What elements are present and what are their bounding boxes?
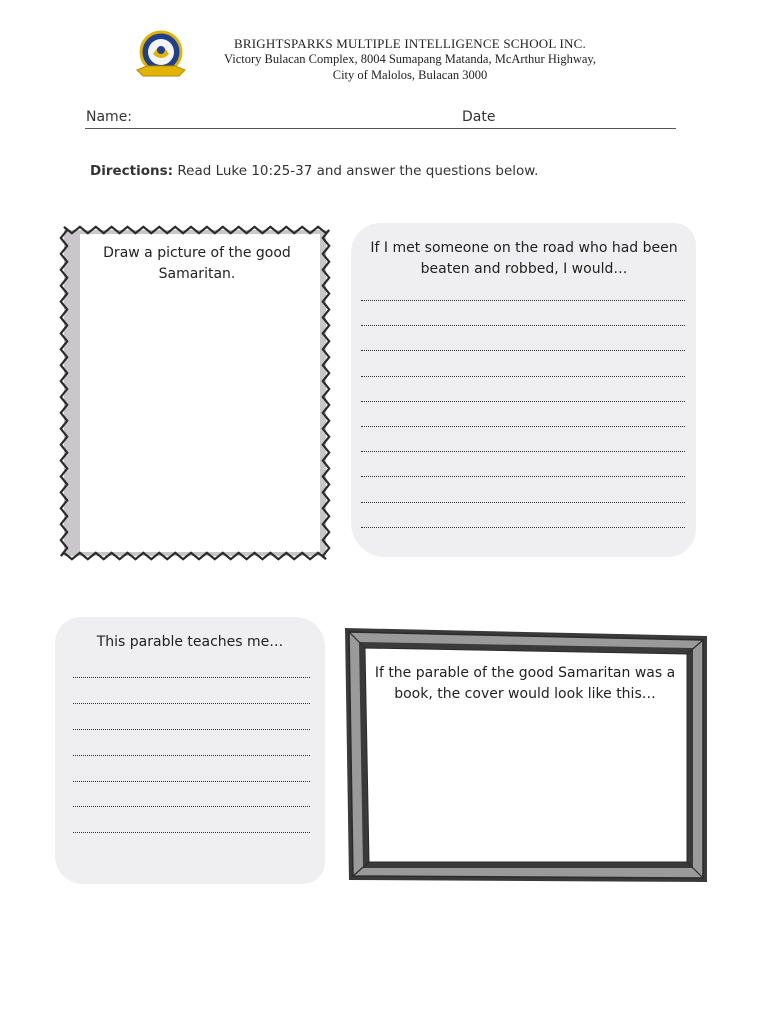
name-label: Name:: [86, 109, 133, 125]
answer-line[interactable]: [73, 832, 310, 833]
answer-line[interactable]: [73, 729, 310, 730]
answer-line[interactable]: [361, 476, 685, 477]
school-name: BRIGHTSPARKS MULTIPLE INTELLIGENCE SCHOOL INC.: [234, 36, 586, 51]
answer-line[interactable]: [73, 806, 310, 807]
directions-label: Directions:: [90, 163, 174, 179]
answer-line[interactable]: [361, 325, 685, 326]
answer-line[interactable]: [361, 401, 685, 402]
school-address-line2: City of Malolos, Bulacan 3000: [332, 68, 488, 82]
answer-line[interactable]: [361, 376, 685, 377]
answer-line[interactable]: [361, 527, 685, 528]
answer-line[interactable]: [73, 755, 310, 756]
answer-line[interactable]: [73, 781, 310, 782]
book-cover-prompt: If the parable of the good Samaritan was a book, the cover would look like this…: [374, 665, 676, 702]
answer-line[interactable]: [361, 350, 685, 351]
school-logo-icon: [133, 28, 189, 84]
answer-line[interactable]: [361, 451, 685, 452]
answer-line[interactable]: [73, 703, 310, 704]
name-date-line[interactable]: [85, 128, 676, 129]
directions: [90, 163, 538, 179]
directions-text: Read Luke 10:25-37 and answer the questions below.: [177, 163, 539, 179]
reaction-answer-lines[interactable]: [361, 300, 685, 552]
answer-line[interactable]: [361, 300, 685, 301]
date-label: Date: [462, 109, 496, 125]
reaction-prompt: If I met someone on the road who had been beaten and robbed, I would…: [370, 240, 678, 277]
lesson-answer-lines[interactable]: [73, 677, 310, 858]
school-address-line1: Victory Bulacan Complex, 8004 Sumapang Matanda, McArthur Highway,: [224, 52, 596, 66]
answer-line[interactable]: [361, 426, 685, 427]
answer-line[interactable]: [361, 502, 685, 503]
answer-line[interactable]: [73, 677, 310, 678]
lesson-prompt: This parable teaches me…: [96, 634, 284, 650]
drawing-prompt: Draw a picture of the good Samaritan.: [103, 245, 291, 282]
